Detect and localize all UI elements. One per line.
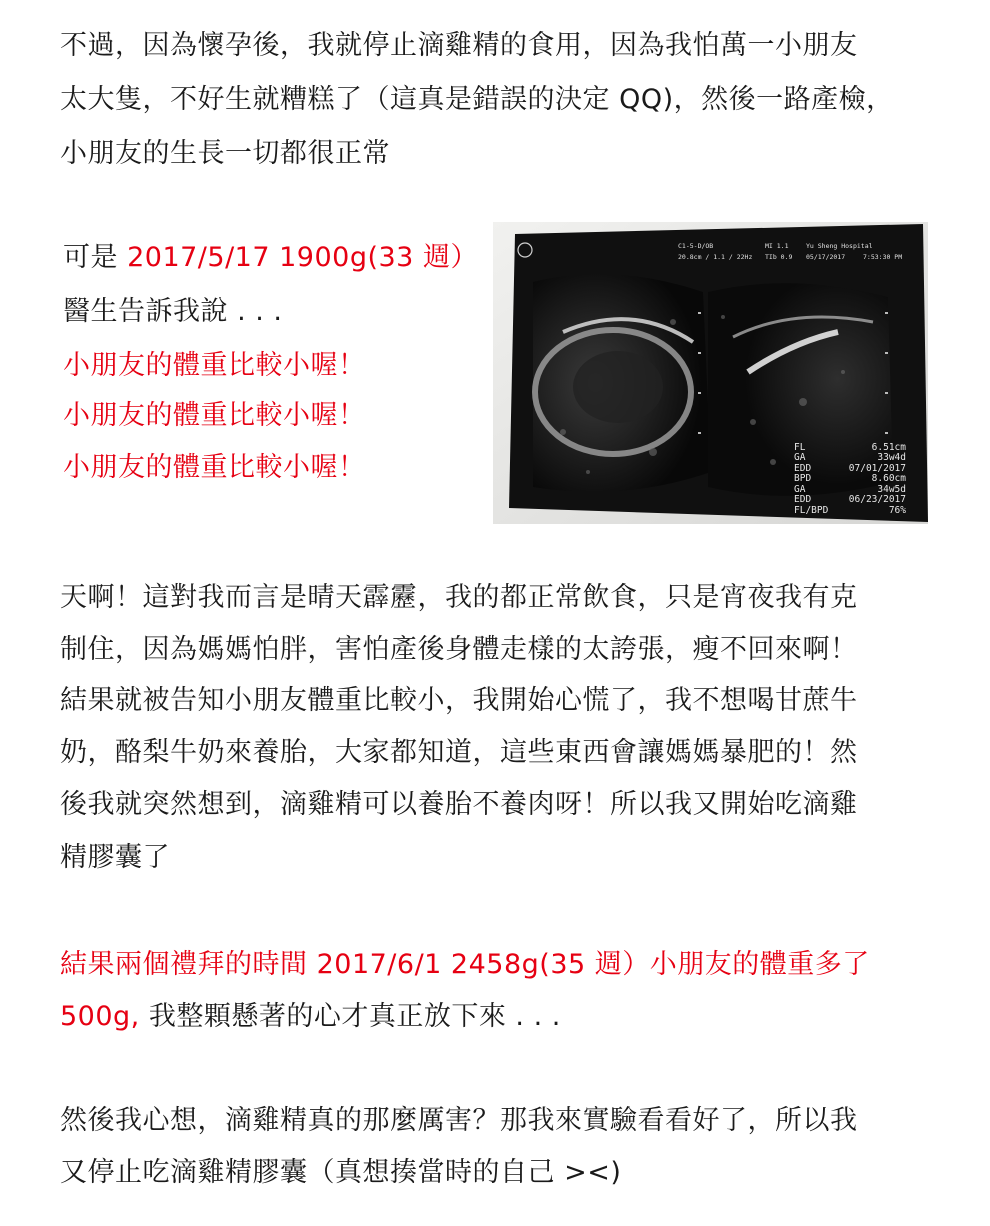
measurement-row: EDD 06/23/2017 [794,494,906,505]
probe-label: C1-5-D/OB [678,242,714,250]
ultrasound-photo [493,222,928,524]
paragraph3-line3: 結果就被告知小朋友體重比較小，我開始心慌了，我不想喝甘蔗牛 [60,685,858,716]
hospital-label: Yu Sheng Hospital [806,242,873,250]
paragraph3-line1: 天啊！這對我而言是晴天霹靂，我的都正常飲食，只是宵夜我有克 [60,582,858,613]
paragraph2-line1 [63,240,478,276]
measurement-row: BPD 8.60cm [794,473,906,484]
result-line1: 結果兩個禮拜的時間 2017/6/1 2458g(35 週）小朋友的體重多了 [60,949,870,980]
relief-text: 我整顆懸著的心才真正放下來 . . . [139,1001,561,1032]
mi-label: MI 1.1 [765,242,789,250]
weight-gain: 500g, [60,1001,140,1032]
warning-line: 小朋友的體重比較小喔！ [63,400,366,431]
paragraph1-line2: 太大隻，不好生就糟糕了（這真是錯誤的決定 QQ)，然後一路產檢， [60,84,894,115]
paragraph5-line1: 然後我心想，滴雞精真的那麼厲害？那我來實驗看看好了，所以我 [60,1105,858,1136]
warning-line: 小朋友的體重比較小喔！ [63,350,366,381]
measurement-row: FL/BPD 76% [794,504,906,516]
warning-line: 小朋友的體重比較小喔！ [63,452,366,483]
measurement-row: EDD 07/01/2017 [794,462,906,474]
paragraph1-line3: 小朋友的生長一切都很正常 [60,138,390,169]
measurement-table [794,443,906,517]
paragraph3-line6: 精膠囊了 [60,842,170,873]
paragraph5-line2: 又停止吃滴雞精膠囊（真想揍當時的自己 ><) [60,1157,622,1188]
paragraph3-line2: 制住，因為媽媽怕胖，害怕產後身體走樣的太誇張，瘦不回來啊！ [60,634,858,665]
scan-time: 7:53:30 PM [863,253,903,261]
scan-date: 05/17/2017 [806,253,846,261]
paragraph3-line5: 後我就突然想到，滴雞精可以養胎不養肉呀！所以我又開始吃滴雞 [60,789,858,820]
result-line2 [60,999,561,1035]
measurement-row: GA 33w4d [794,452,906,463]
scan-params: 20.8cm / 1.1 / 22Hz [678,253,753,261]
doctor-said-line: 醫生告訴我說 . . . [63,296,283,327]
measurement-row: FL 6.51cm [794,441,906,453]
measurement-row: GA 34w5d [794,483,906,495]
tib-label: TIb 0.9 [765,253,793,261]
paragraph3-line4: 奶，酪梨牛奶來養胎，大家都知道，這些東西會讓媽媽暴肥的！然 [60,737,858,768]
date-weight-highlight: 2017/5/17 1900g(33 週） [127,242,478,273]
paragraph1-line1: 不過，因為懷孕後，我就停止滴雞精的食用，因為我怕萬一小朋友 [60,30,858,61]
date-prefix: 可是 [63,242,128,273]
